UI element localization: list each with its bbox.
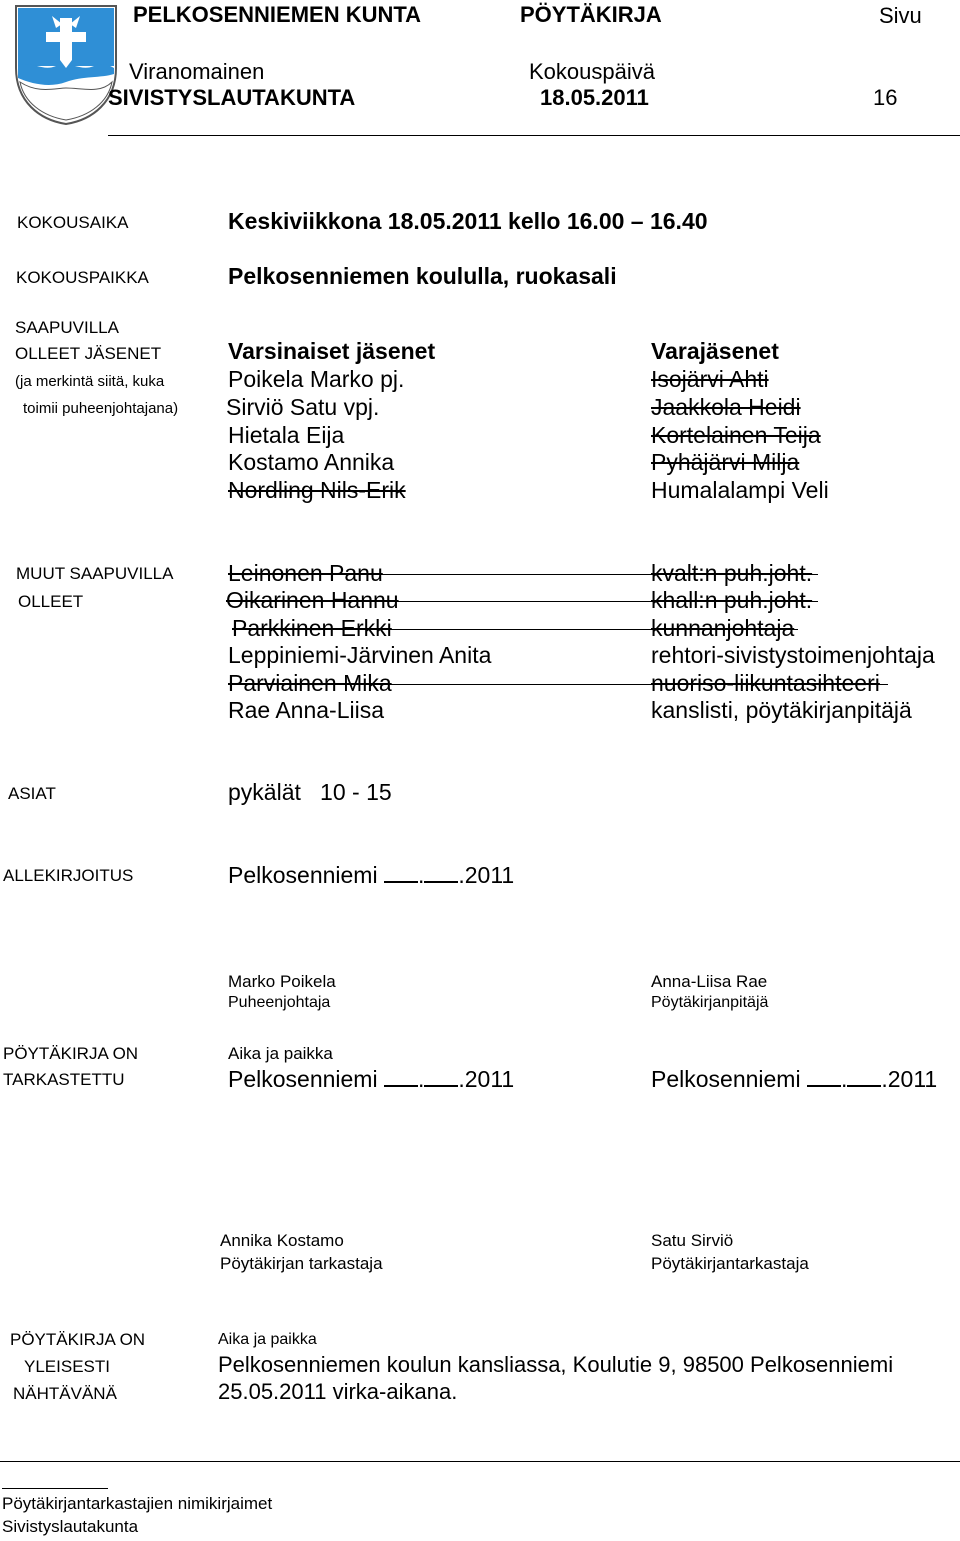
public-label-line1: PÖYTÄKIRJA ON xyxy=(10,1330,146,1349)
public-date: 25.05.2011 virka-aikana. xyxy=(218,1379,458,1404)
review-year: .2011 xyxy=(458,1066,515,1092)
other-role-struck: kunnanjohtaja xyxy=(651,615,795,641)
other-name: Leppiniemi-Järvinen Anita xyxy=(228,642,492,668)
public-label-line3: NÄHTÄVÄNÄ xyxy=(13,1384,117,1403)
attendees-label-line1: SAAPUVILLA xyxy=(15,318,119,337)
review-label-line1: PÖYTÄKIRJA ON xyxy=(3,1044,139,1063)
attendees-label-line4: toimii puheenjohtajana) xyxy=(23,400,179,417)
review-time-place-label: Aika ja paikka xyxy=(228,1044,333,1063)
deputy-name: Humalalampi Veli xyxy=(651,477,829,503)
header-document-type: PÖYTÄKIRJA xyxy=(520,2,662,27)
matters-label: ASIAT xyxy=(8,784,56,803)
reviewer1-title: Pöytäkirjan tarkastaja xyxy=(220,1254,383,1273)
footer-initials-label: Pöytäkirjantarkastajien nimikirjaimet xyxy=(2,1494,273,1513)
meeting-time-label: KOKOUSAIKA xyxy=(17,213,129,232)
signature-year: .2011 xyxy=(458,862,515,888)
header-authority: SIVISTYSLAUTAKUNTA xyxy=(108,85,356,110)
other-role-struck: khall:n puh.joht. xyxy=(651,587,813,613)
other-name-struck: Parkkinen Erkki xyxy=(232,615,392,641)
chair-name: Marko Poikela xyxy=(228,972,336,991)
other-role-struck: nuoriso-liikuntasihteeri xyxy=(651,670,880,696)
month-blank xyxy=(847,1067,881,1087)
header-page-label: Sivu xyxy=(879,3,922,28)
reviewer1-name: Annika Kostamo xyxy=(220,1231,344,1250)
other-name: Rae Anna-Liisa xyxy=(228,697,384,723)
deputy-name-struck: Jaakkola Heidi xyxy=(651,394,801,420)
header-divider xyxy=(108,135,960,136)
other-name-struck: Leinonen Panu xyxy=(228,560,383,586)
month-blank xyxy=(424,1067,458,1087)
others-label-line1: MUUT SAAPUVILLA xyxy=(16,564,174,583)
member-name: Kostamo Annika xyxy=(228,449,395,475)
members-heading: Varsinaiset jäsenet xyxy=(228,338,436,364)
review-date-line-1: Pelkosenniemi . .2011 xyxy=(228,1066,515,1092)
member-name-struck: Nordling Nils-Erik xyxy=(228,477,406,503)
attendees-label-line3: (ja merkintä siitä, kuka xyxy=(15,373,165,390)
municipal-coat-of-arms xyxy=(12,2,120,126)
attendees-label-line2: OLLEET JÄSENET xyxy=(15,344,162,363)
deputies-heading: Varajäsenet xyxy=(651,338,779,364)
initials-line xyxy=(2,1488,108,1489)
header-authority-label: Viranomainen xyxy=(129,59,265,84)
other-role: rehtori-sivistystoimenjohtaja xyxy=(651,642,935,668)
footer-divider xyxy=(0,1461,960,1462)
signature-label: ALLEKIRJOITUS xyxy=(3,866,134,885)
review-year: .2011 xyxy=(881,1066,938,1092)
public-time-place-label: Aika ja paikka xyxy=(218,1331,317,1348)
month-blank xyxy=(424,863,458,883)
secretary-title: Pöytäkirjanpitäjä xyxy=(651,994,769,1011)
public-label-line2: YLEISESTI xyxy=(24,1357,110,1376)
other-role-struck: kvalt:n puh.joht. xyxy=(651,560,813,586)
meeting-time: Keskiviikkona 18.05.2011 kello 16.00 – 16.40 xyxy=(228,208,708,234)
member-name: Poikela Marko pj. xyxy=(228,366,405,392)
header-organization: PELKOSENNIEMEN KUNTA xyxy=(133,2,422,27)
meeting-place: Pelkosenniemen koululla, ruokasali xyxy=(228,263,617,289)
other-name-struck: Parviainen Mika xyxy=(228,670,392,696)
member-name: Hietala Eija xyxy=(228,422,345,448)
other-name-struck: Oikarinen Hannu xyxy=(226,587,399,613)
chair-title: Puheenjohtaja xyxy=(228,994,331,1011)
day-blank xyxy=(807,1067,841,1087)
day-blank xyxy=(384,863,418,883)
member-name: Sirviö Satu vpj. xyxy=(226,394,380,420)
review-date-line-2: Pelkosenniemi . .2011 xyxy=(651,1066,938,1092)
signature-date-line: Pelkosenniemi . .2011 xyxy=(228,862,515,888)
deputy-name-struck: Pyhäjärvi Milja xyxy=(651,449,800,475)
matters-value: pykälät 10 - 15 xyxy=(228,779,392,805)
meeting-place-label: KOKOUSPAIKKA xyxy=(16,268,149,287)
review-place: Pelkosenniemi xyxy=(228,1066,378,1092)
others-label-line2: OLLEET xyxy=(18,592,84,611)
other-role: kanslisti, pöytäkirjanpitäjä xyxy=(651,697,912,723)
deputy-name-struck: Kortelainen Teija xyxy=(651,422,821,448)
reviewer2-name: Satu Sirviö xyxy=(651,1231,734,1250)
footer-committee: Sivistyslautakunta xyxy=(2,1517,139,1536)
public-location: Pelkosenniemen koulun kansliassa, Koulutie 9, 98500 Pelkosenniemi xyxy=(218,1352,894,1377)
deputy-name-struck: Isojärvi Ahti xyxy=(651,366,769,392)
header-date-label: Kokouspäivä xyxy=(529,59,655,84)
header-date: 18.05.2011 xyxy=(540,85,649,110)
review-label-line2: TARKASTETTU xyxy=(3,1070,125,1089)
signature-place: Pelkosenniemi xyxy=(228,862,378,888)
reviewer2-title: Pöytäkirjantarkastaja xyxy=(651,1254,809,1273)
secretary-name: Anna-Liisa Rae xyxy=(651,972,768,991)
day-blank xyxy=(384,1067,418,1087)
header-page-number: 16 xyxy=(873,85,898,110)
review-place: Pelkosenniemi xyxy=(651,1066,801,1092)
